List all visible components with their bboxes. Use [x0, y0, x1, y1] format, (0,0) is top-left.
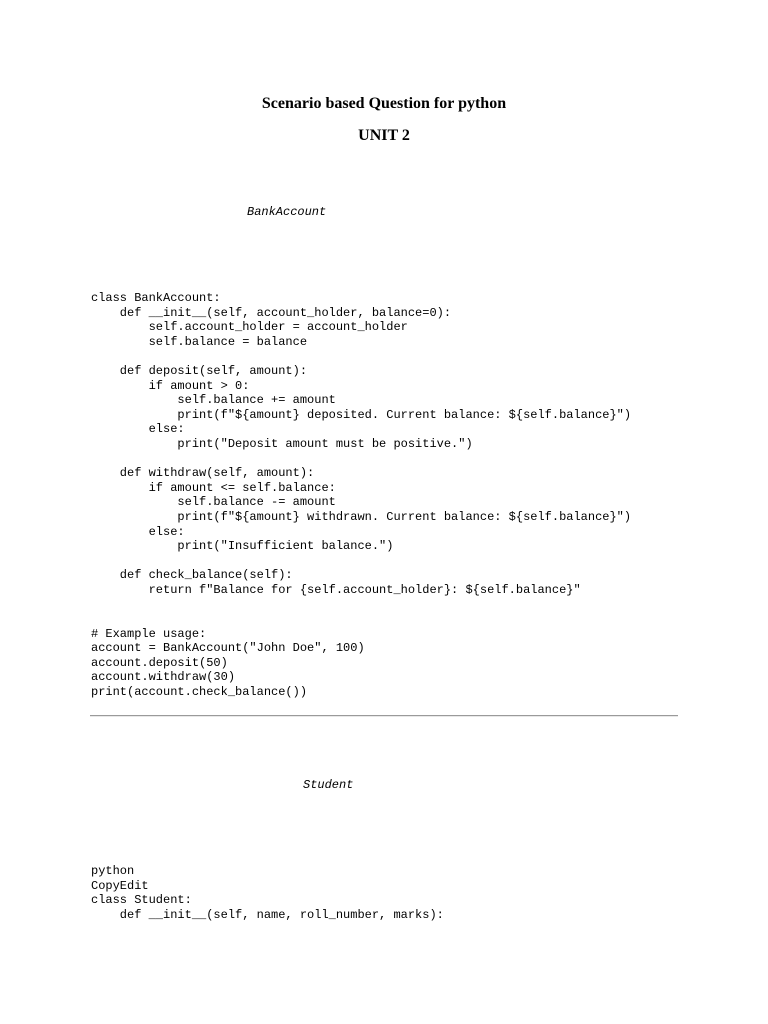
section-label-bankaccount: BankAccount	[247, 205, 327, 219]
code-block-bankaccount: class BankAccount: def __init__(self, account_holder, balance=0): self.account_holder = account_holder self.balance = balance def deposit(self, amount): if amount > 0: self.balance += amount print(f"${amount} deposited. Current balance: ${self.balance}") else: print("Deposit amount must be positive.") def withdraw(self, amount): if amount <= self.balance: self.balance -= amount print(f"${amount} withdrawn. Current balance: ${self.balance}") else: print("Insufficient balance.") def check_balance(self): return f"Balance for {self.account_holder}: ${self.balance}" # Example usage: account = BankAccount("John Doe", 100) account.deposit(50) account.withdraw(30) print(account.check_balance())	[91, 291, 632, 700]
document-title: Scenario based Question for python	[261, 95, 507, 112]
horizontal-divider	[90, 715, 678, 717]
section-label-student: Student	[303, 778, 354, 792]
document-subtitle: UNIT 2	[358, 127, 410, 144]
code-block-student: python CopyEdit class Student: def __init__(self, name, roll_number, marks):	[91, 864, 444, 922]
